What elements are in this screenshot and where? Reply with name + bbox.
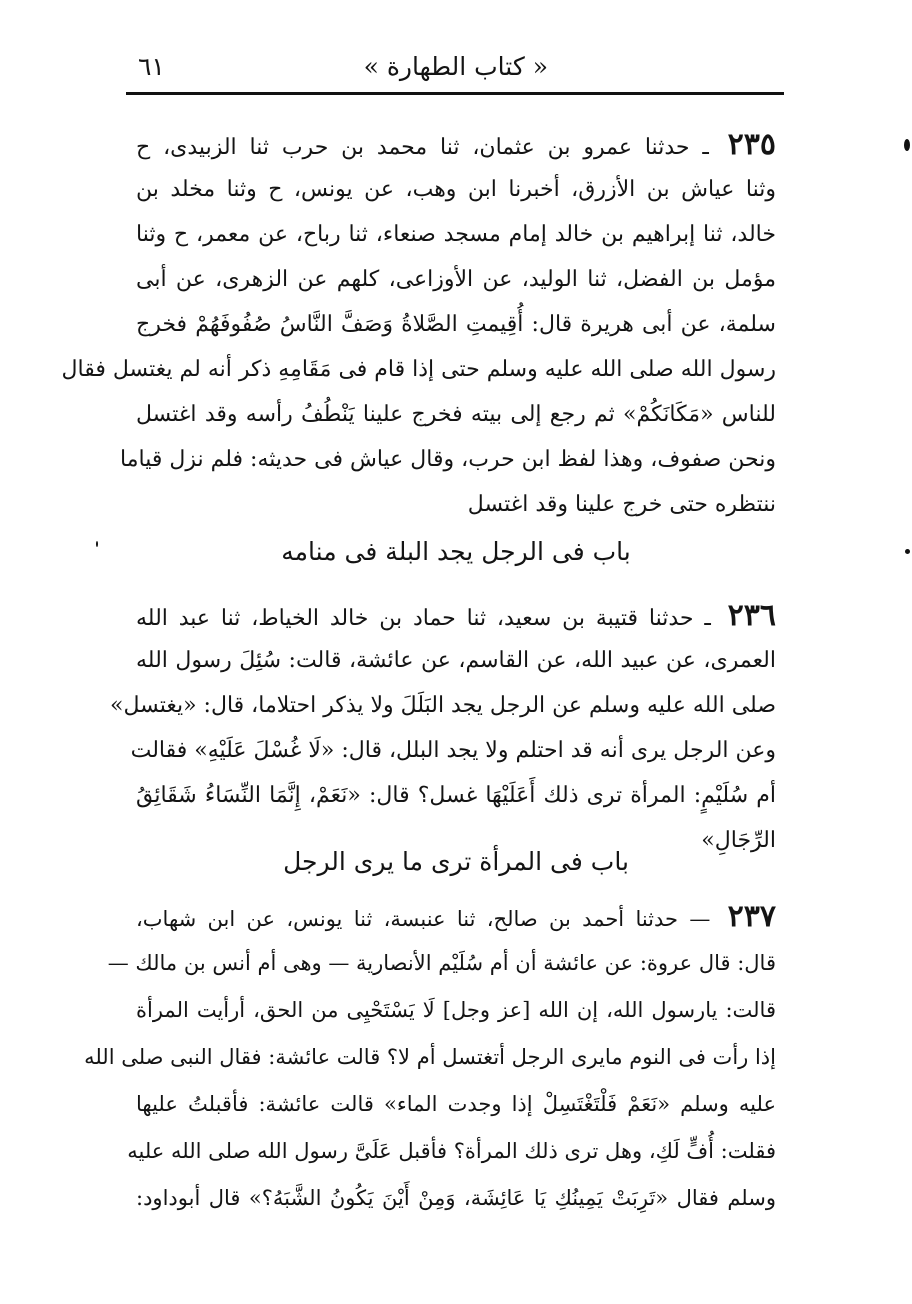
hadith-line: عليه وسلم «نَعَمْ فَلْتَغْتَسِلْ إذا وجدت الماء» قالت عائشة: فأقبلتُ عليها	[136, 1092, 776, 1116]
hadith-number: ٢٣٥	[727, 127, 776, 162]
header-rule	[126, 92, 784, 95]
hadith-line: صلى الله عليه وسلم عن الرجل يجد البَلَلَ ولا يذكر احتلاما، قال: «يغتسل»	[109, 693, 776, 718]
hadith-line: سلمة، عن أبى هريرة قال: أُقِيمتِ الصَّلاةُ وَصَفَّ النَّاسُ صُفُوفَهُمْ فخرج	[136, 312, 776, 337]
chapter-heading: باب فى الرجل يجد البلة فى منامه	[281, 537, 631, 566]
hadith-number: ٢٣٦	[727, 598, 777, 633]
page-number: ٦١	[138, 52, 165, 81]
hadith-236	[109, 593, 777, 863]
hadith-line: رسول الله صلى الله عليه وسلم حتى إذا قام فى مَقَامِهِ ذكر أنه لم يغتسل فقال	[61, 357, 776, 382]
hadith-line: قالت: يارسول الله، إن الله [عز وجل] لَا يَسْتَحْيِى من الحق، أرأيت المرأة	[136, 998, 776, 1022]
hadith-line: وسلم فقال «تَرِبَتْ يَمِينُكِ يَا عَائِشَة، وَمِنْ أَيْنَ يَكُونُ الشَّبَهُ؟» قال أبوداود:	[136, 1186, 776, 1210]
hadith-line: ننتظره حتى خرج علينا وقد اغتسل	[467, 492, 776, 517]
hadith-line: مؤمل بن الفضل، ثنا الوليد، عن الأوزاعى، كلهم عن الزهرى، عن أبى	[136, 267, 776, 292]
hadith-line: العمرى، عن عبيد الله، عن القاسم، عن عائشة، قالت: سُئِلَ رسول الله	[136, 648, 776, 673]
scan-artifact	[904, 139, 910, 151]
hadith-line: الرِّجَالِ»	[701, 828, 776, 853]
hadith-line: أم سُلَيْمٍ: المرأة ترى ذلك أَعَلَيْهَا غسل؟ قال: «نَعَمْ، إِنَّمَا النِّسَاءُ شَقَائِقُ	[136, 783, 776, 808]
hadith-line: ٢٣٧ — حدثنا أحمد بن صالح، ثنا عنبسة، ثنا يونس، عن ابن شهاب،	[136, 899, 776, 934]
hadith-line: خالد، ثنا إبراهيم بن خالد إمام مسجد صنعاء، ثنا رباح، عن معمر، ح وثنا	[136, 222, 776, 247]
hadith-number: ٢٣٧	[727, 899, 776, 934]
hadith-line: ٢٣٥ ـ حدثنا عمرو بن عثمان، ثنا محمد بن حرب ثنا الزبيدى، ح	[136, 127, 776, 162]
hadith-line: إذا رأت فى النوم مايرى الرجل أتغتسل أم لا؟ قالت عائشة: فقال النبى صلى الله	[84, 1045, 776, 1069]
hadith-line: وعن الرجل يرى أنه قد احتلم ولا يجد البلل، قال: «لَا غُسْلَ عَلَيْهِ» فقالت	[130, 738, 776, 763]
hadith-237	[84, 893, 776, 1222]
page-header	[126, 48, 784, 100]
book-title: « كتاب الطهارة »	[363, 52, 548, 81]
hadith-line: وثنا عياش بن الأزرق، أخبرنا ابن وهب، عن يونس، ح وثنا مخلد بن	[136, 177, 776, 202]
chapter-heading: باب فى المرأة ترى ما يرى الرجل	[283, 847, 629, 876]
scan-artifact	[96, 541, 98, 547]
hadith-line: فقلت: أُفٍّ لَكِ، وهل ترى ذلك المرأة؟ فأقبل عَلَىَّ رسول الله صلى الله عليه	[127, 1139, 776, 1163]
scan-artifact	[905, 549, 910, 554]
hadith-line: للناس «مَكَانَكُمْ» ثم رجع إلى بيته فخرج علينا يَنْطُفُ رأسه وقد اغتسل	[136, 402, 776, 427]
hadith-235	[61, 122, 776, 527]
hadith-line: قال: قال عروة: عن عائشة أن أم سُلَيْم الأنصارية — وهى أم أنس بن مالك —	[107, 951, 776, 975]
hadith-line: ونحن صفوف، وهذا لفظ ابن حرب، وقال عياش فى حديثه: فلم نزل قياما	[120, 447, 776, 472]
hadith-line: ٢٣٦ ـ حدثنا قتيبة بن سعيد، ثنا حماد بن خالد الخياط، ثنا عبد الله	[136, 598, 777, 633]
